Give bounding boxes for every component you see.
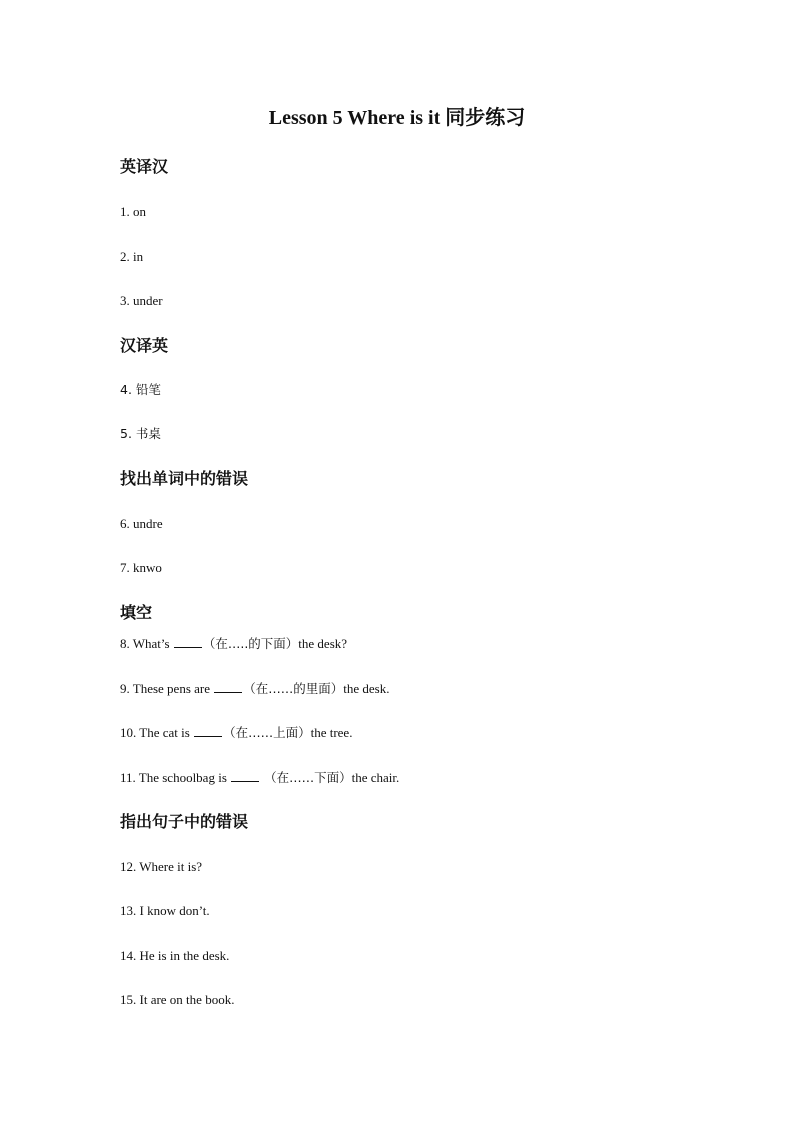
section-heading-find-sentence-errors: 指出句子中的错误 (120, 812, 249, 831)
question-9 (120, 680, 390, 698)
question-12: 12. Where it is? (120, 859, 203, 874)
question-1: 1. on (120, 204, 146, 219)
question-8-suffix: the desk? (298, 636, 348, 651)
question-2: 2. in (120, 249, 144, 264)
answer-blank (194, 724, 222, 737)
question-10-prefix: 10. The cat is (120, 725, 194, 740)
question-13: 13. I know don’t. (120, 903, 210, 918)
question-9-suffix: the desk. (343, 681, 390, 696)
question-10 (120, 724, 352, 742)
answer-blank (174, 635, 202, 648)
question-9-hint: （在……的里面） (243, 681, 344, 696)
answer-blank (231, 769, 259, 782)
answer-blank (214, 680, 242, 693)
section-heading-fill-in-blanks: 填空 (120, 603, 153, 622)
section-heading-zh-to-en: 汉译英 (120, 336, 169, 355)
question-5: 5. 书桌 (120, 426, 161, 441)
question-11-hint: （在……下面） (260, 770, 352, 785)
question-11-prefix: 11. The schoolbag is (120, 770, 231, 785)
question-15: 15. It are on the book. (120, 992, 235, 1007)
question-3: 3. under (120, 293, 163, 308)
page-title: Lesson 5 Where is it 同步练习 (268, 107, 526, 129)
question-11-suffix: the chair. (351, 770, 400, 785)
question-8 (120, 635, 347, 653)
question-4: 4. 铅笔 (120, 382, 161, 397)
question-7: 7. knwo (120, 560, 162, 575)
question-8-hint: （在…..的下面） (202, 636, 299, 651)
question-8-prefix: 8. What’s (120, 636, 173, 651)
question-6: 6. undre (120, 516, 163, 531)
question-10-suffix: the tree. (310, 725, 353, 740)
section-heading-find-word-errors: 找出单词中的错误 (120, 469, 249, 488)
question-14: 14. He is in the desk. (120, 948, 230, 963)
question-9-prefix: 9. These pens are (120, 681, 214, 696)
question-11 (120, 769, 399, 787)
section-heading-en-to-zh: 英译汉 (120, 157, 169, 176)
question-10-hint: （在……上面） (223, 725, 311, 740)
